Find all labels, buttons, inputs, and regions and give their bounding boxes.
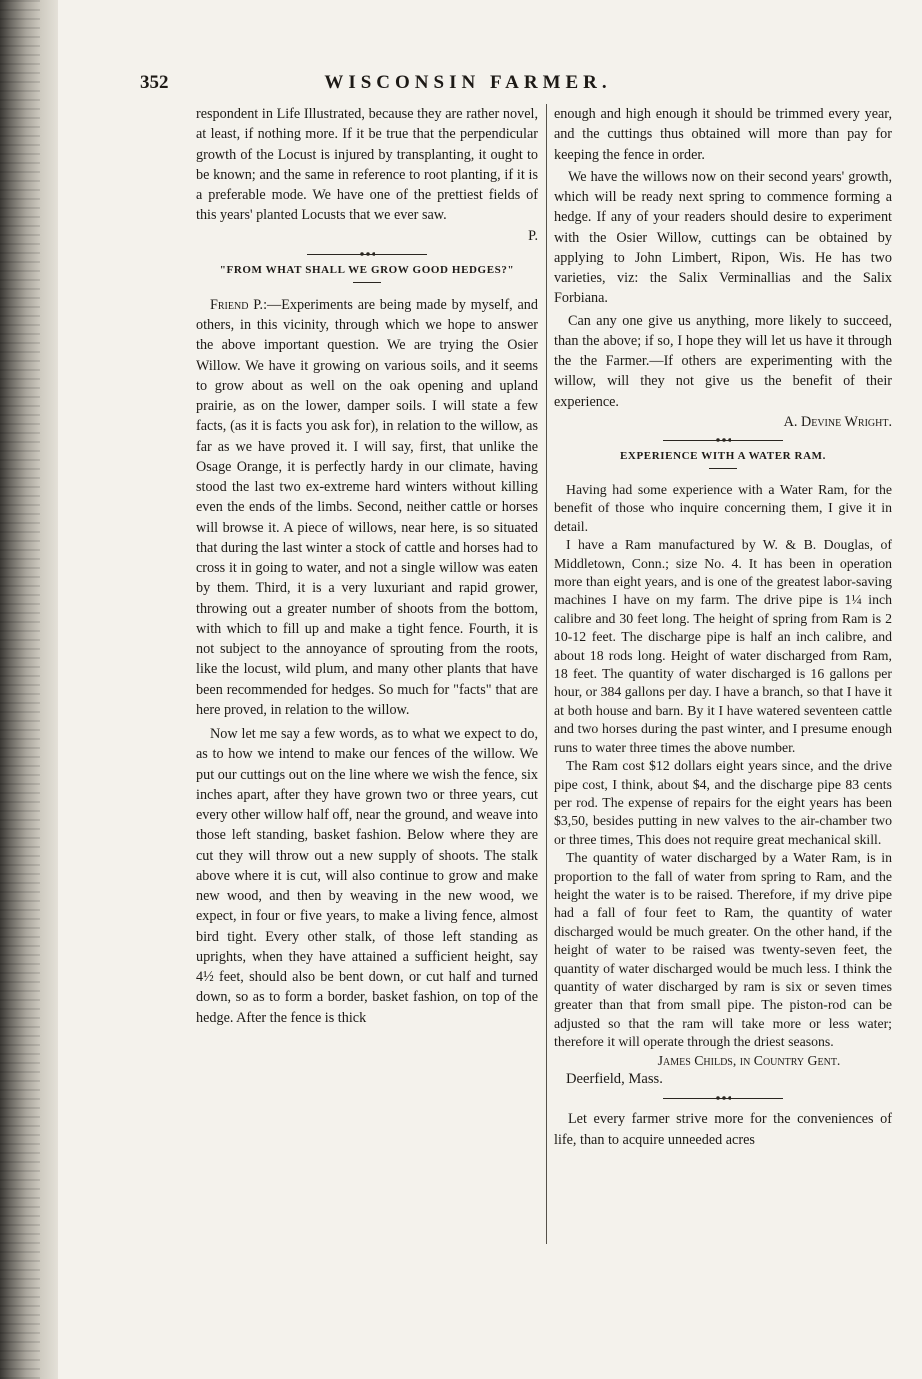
signature: P.: [528, 227, 538, 244]
paragraph: Can any one give us anything, more likely to succeed, than the above; if so, I hope they will let us have it through the the Farmer.—If others are experimenting with the willow, will they not give us the benefit of their experience.: [554, 312, 892, 410]
paragraph: The Ram cost $12 dollars eight years since, and the drive pipe cost, I think, about $4, and the discharge pipe 83 cents per rod. The expense of repairs for the eight years has been $3,50, besides putting in new valves to the air-chamber two or three times, This does not require great mechanical skill.: [554, 758, 892, 847]
page-number: 352: [140, 72, 169, 93]
binding-texture: [0, 0, 40, 1379]
heading-rule: [709, 468, 737, 469]
water-ram-article: [554, 481, 892, 1088]
place-line: Deerfield, Mass.: [566, 1071, 663, 1087]
section-divider: [663, 1098, 783, 1099]
heading-text: EXPERIENCE WITH A WATER RAM.: [620, 450, 826, 462]
section-divider: [663, 440, 783, 441]
salutation: Friend P.:: [210, 296, 268, 313]
heading-text: "FROM WHAT SHALL WE GROW GOOD HEDGES?": [219, 263, 515, 276]
left-column: [196, 104, 538, 1028]
heading-rule: [353, 282, 381, 283]
signature: A. Devine Wright.: [783, 413, 892, 430]
article-heading: [196, 264, 538, 283]
paragraph: Now let me say a few words, as to what we expect to do, as to how we intend to make our fences of the willow. We put our cuttings out on the line where we wish the fence, six inches apart, after they have grown two or three years, cut every other willow half off, near the ground, and weave into those left standing, basket fashion. Below where they are cut they will throw out a new supply of shoots. The stalk above where it is cut, will also continue to grow and make new wood, and then by weaving in the new wood, we expect, in four or five years, to make a living fence, almost bird tight. Every other stalk, of those left standing as uprights, when they have attained a sufficient height, say 4½ feet, should also be bent down, or cut half and turned down, so as to form a border, basket fashion, on top of the hedge. After the fence is thick: [196, 726, 538, 1026]
section-divider: [307, 254, 427, 255]
paragraph: I have a Ram manufactured by W. & B. Douglas, of Middletown, Conn.; size No. 4. It has been in operation more than eight years, and is one of the greatest labor-saving machines I have on my farm. The drive pipe is 1¼ inch calibre and 30 feet long. The height of spring from Ram is 2 10-12 feet. The discharge pipe is half an inch calibre, and about 18 rods long. Height of water discharged from Ram, 18 feet. The quantity of water discharged is 16 gallons per hour, or 384 gallons per day. I have a branch, so that I have it at both house and barn. By it I have watered seventeen cattle and two horses during the past winter, and I presume enough runs to water three times the above number.: [554, 537, 892, 755]
paragraph: [196, 295, 538, 720]
signature: James Childs, in Country Gent.: [657, 1052, 841, 1068]
page-header: [140, 72, 736, 94]
column-divider: [546, 104, 547, 1244]
paragraph: enough and high enough it should be trimmed every year, and the cuttings thus obtained will more than pay for keeping the fence in order.: [554, 106, 892, 163]
right-column: [554, 104, 892, 1150]
masthead-title: WISCONSIN FARMER.: [324, 72, 612, 93]
article-heading: [554, 450, 892, 469]
paragraph: Having had some experience with a Water Ram, for the benefit of those who inquire concerning them, I give it in detail.: [554, 482, 892, 534]
paragraph-text: —Experiments are being made by myself, and others, in this vicinity, through which we hope to answer the above important question. We are trying the Osier Willow. We have it growing on various soils, and it seems to grow about as well on the oak opening and upland prairie, as on the lower, damper soils. I will state a few facts, (as it is facts you ask for), in relation to the willow, as far as we have proved it. I will say, first, that unlike the Osage Orange, it is perfectly hardy in our climate, having stood the last two ex-extreme hard winters without killing even the ends of the limbs. Second, neither cattle or horses will browse it. A piece of willows, near here, is so situated that during the last winter a stock of cattle and horses had to cross it in going to water, and not a single willow was eaten by them. Third, it is a very luxuriant and rapid grower, throwing out a greater number of shoots from the bottom, with which to fill up and make a tight fence. Fourth, it is not subject to the annoyance of sprouting from the roots, like the locust, wild plum, and many other plants that have been recommended for hedges. So much for "facts" that are here proved, in relation to the willow.: [196, 296, 538, 718]
paragraph: The quantity of water discharged by a Water Ram, is in proportion to the fall of water from spring to Ram, and the height the water is to be raised. Therefore, if my drive pipe had a fall of four feet to Ram, the quantity of water discharged would be much greater. On the other hand, if the height of water to be raised was twenty-seven feet, the quantity of water discharged would be much less. I think the quantity of water discharged by ram is six or seven times greater than that from small pipe. The piston-rod can be adjusted so that the ram will take more or less water; therefore it will operate through the driest seasons.: [554, 850, 892, 1050]
paragraph: respondent in Life Illustrated, because they are rather novel, at least, if nothing more. If it be true that the perpendicular growth of the Locust is injured by transplanting, it ought to be known; and the same in reference to root planting, if it is a preferable mode. We have one of the prettiest fields of this years' planted Locusts that we ever saw.: [196, 106, 538, 224]
paragraph: We have the willows now on their second years' growth, which will be ready next spring to commence forming a hedge. If any of your readers should desire to experiment with the Osier Willow, cuttings can be obtained by applying to John Limbert, Ripon, Wis. He has two varieties, viz: the Salix Verminallias and the Salix Forbiana.: [554, 168, 892, 307]
paragraph: Let every farmer strive more for the conveniences of life, than to acquire unneeded acres: [554, 1111, 892, 1148]
